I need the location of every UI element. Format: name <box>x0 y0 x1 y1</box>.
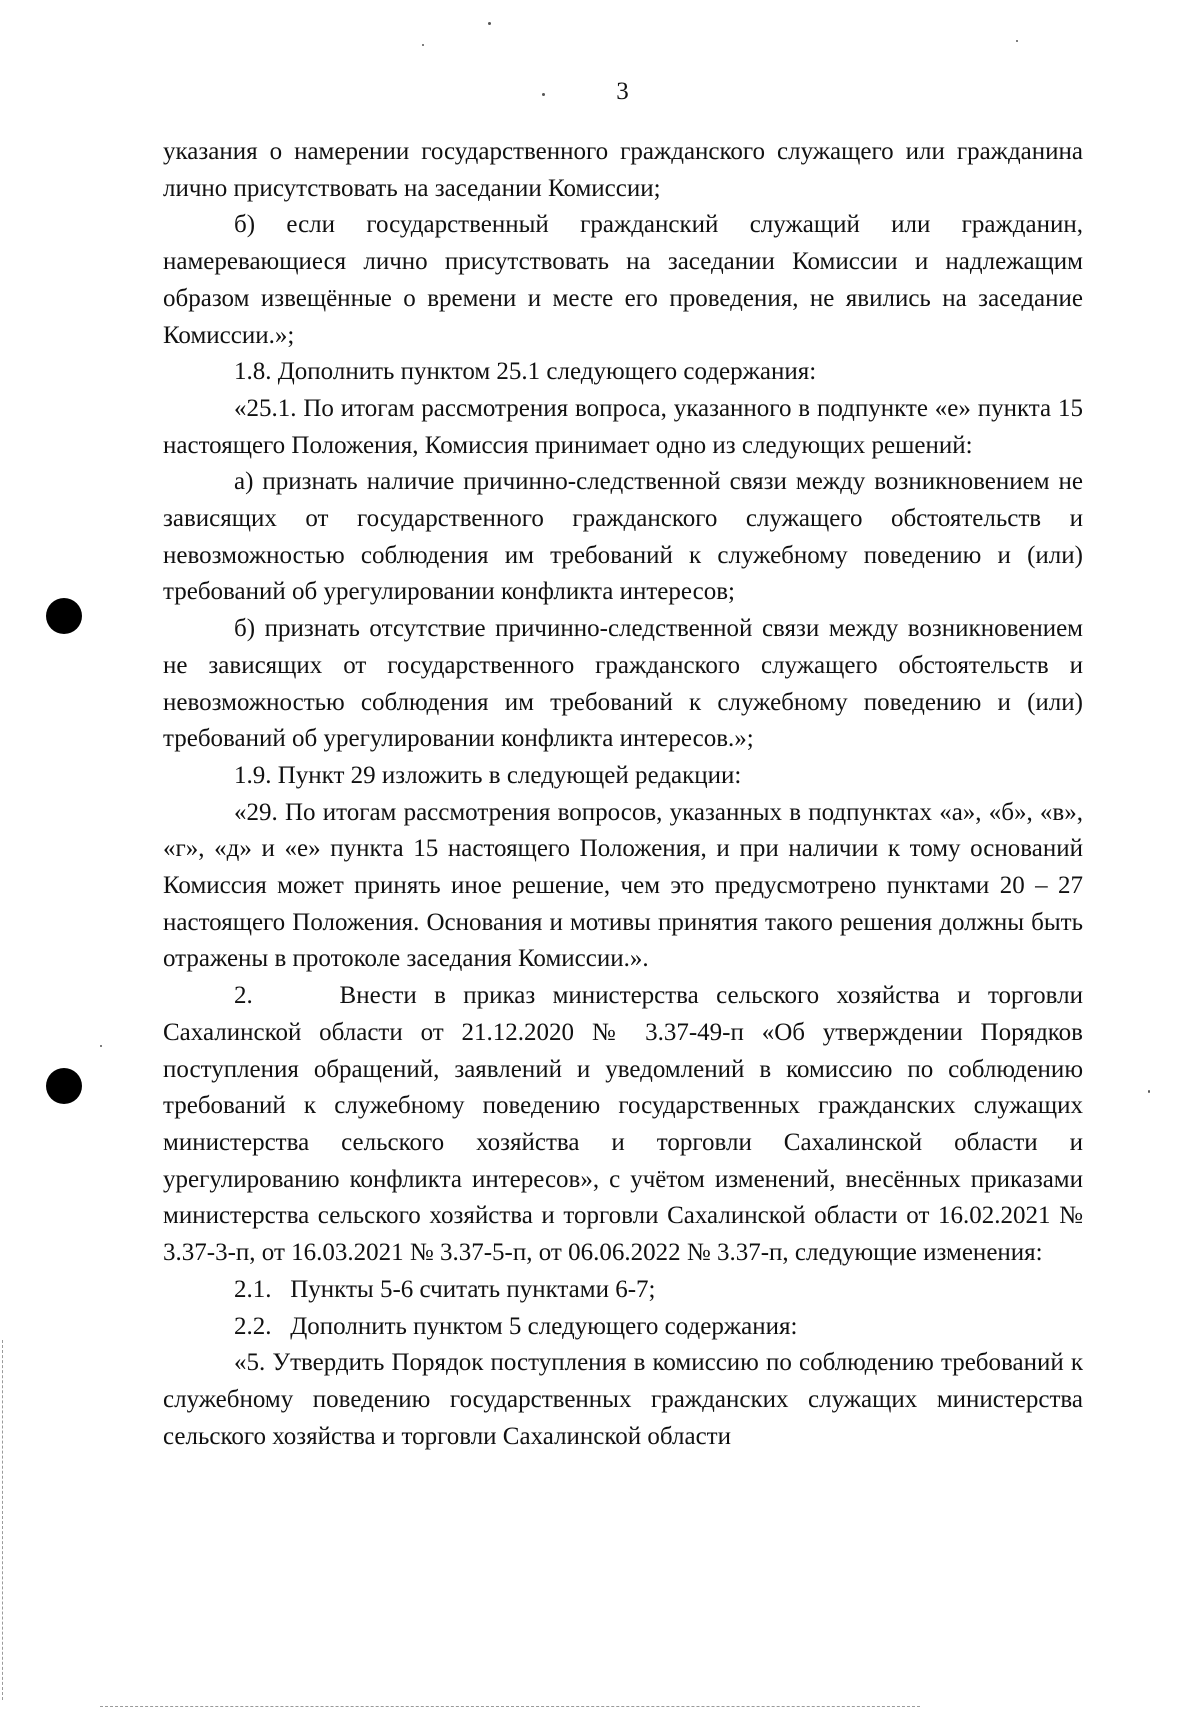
scan-speck <box>100 1045 102 1047</box>
paragraph-1-8: 1.8. Дополнить пунктом 25.1 следующего содержания: <box>234 358 817 386</box>
scan-edge-bottom <box>100 1706 920 1708</box>
punch-hole-top <box>46 598 82 634</box>
document-body <box>163 134 1090 1455</box>
scan-edge-left <box>2 1340 4 1700</box>
scan-speck <box>422 44 424 46</box>
paragraph-5: «5. Утвердить Порядок поступления в комиссию по соблюдению требований к служебному поведению государственных гражданских служащих министерства сельского хозяйства и торговли Сахалинской области <box>163 1349 1083 1450</box>
paragraph-2: 2. Внести в приказ министерства сельского хозяйства и торговли Сахалинской области от 21.12.2020 № 3.37-49-п «Об утверждении Порядков поступления обращений, заявлений и уведомлений в комиссию по соблюдению требований к служебному поведению государственных гражданских служащих министерства сельского хозяйства и торговли Сахалинской области и урегулированию конфликта интересов», с учётом изменений, внесённых приказами министерства сельского хозяйства и торговли Сахалинской области от 16.02.2021 № 3.37-3-п, от 16.03.2021 № 3.37-5-п, от 06.06.2022 № 3.37-п, следующие изменения: <box>163 982 1090 1267</box>
scan-speck <box>542 93 545 96</box>
paragraph-29: «29. По итогам рассмотрения вопросов, указанных в подпунктах «а», «б», «в», «г», «д» и «е» пункта 15 настоящего Положения, и при наличии к тому оснований Комиссия может принять иное решение, чем это предусмотрено пунктами 20 – 27 настоящего Положения. Основания и мотивы принятия такого решения должны быть отражены в протоколе заседания Комиссии.». <box>163 798 1083 973</box>
paragraph-25-1: «25.1. По итогам рассмотрения вопроса, указанного в подпункте «е» пункта 15 настоящего Положения, Комиссия принимает одно из следующих решений: <box>163 394 1083 459</box>
scan-speck <box>1148 1090 1150 1093</box>
paragraph-continuation: указания о намерении государственного гражданского служащего или гражданина лично присутствовать на заседании Комиссии; <box>163 138 1083 202</box>
paragraph-25-1-a: а) признать наличие причинно-следственной связи между возникновением не зависящих от государственного гражданского служащего обстоятельств и невозможностью соблюдения им требований к служебному поведению и (или) требований об урегулировании конфликта интересов; <box>163 468 1083 606</box>
punch-hole-bottom <box>46 1068 82 1104</box>
paragraph-item-b: б) если государственный гражданский служащий или гражданин, намеревающиеся лично присутствовать на заседании Комиссии и надлежащим образом извещённые о времени и месте его проведения, не явились на заседание Комиссии.»; <box>163 211 1083 349</box>
paragraph-1-9: 1.9. Пункт 29 изложить в следующей редакции: <box>234 761 742 789</box>
paragraph-25-1-b: б) признать отсутствие причинно-следственной связи между возникновением не зависящих от государственного гражданского служащего обстоятельств и невозможностью соблюдения им требований к служебному поведению и (или) требований об урегулировании конфликта интересов.»; <box>163 615 1083 753</box>
paragraph-2-1: 2.1. Пункты 5-6 считать пунктами 6-7; <box>234 1275 656 1303</box>
page-number: 3 <box>616 78 629 105</box>
scan-speck <box>1016 40 1018 42</box>
scan-speck <box>488 22 491 25</box>
paragraph-2-2: 2.2. Дополнить пунктом 5 следующего содержания: <box>234 1312 798 1340</box>
